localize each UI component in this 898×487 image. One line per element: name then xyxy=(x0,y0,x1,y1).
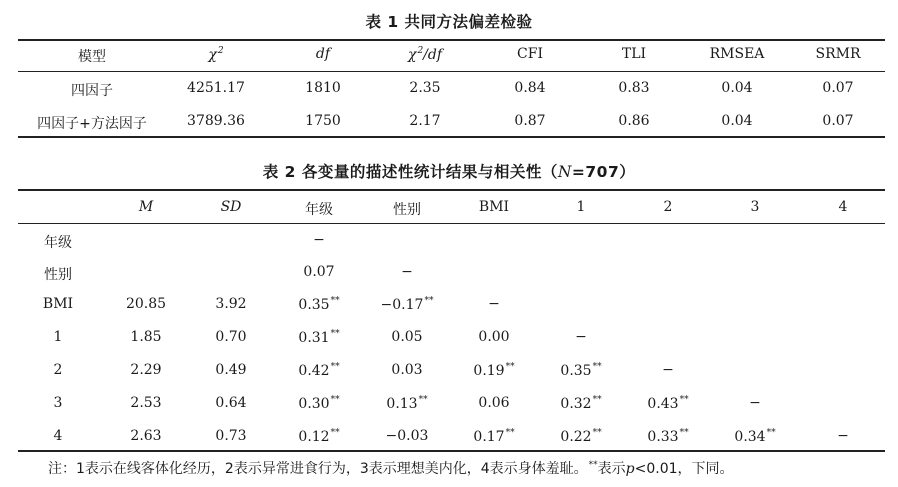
table2-cell-r5-c2: 0.64 xyxy=(215,395,247,411)
note-text-after: <0.01，下同。 xyxy=(634,461,734,477)
table2-title-prefix: 表 2 各变量的描述性统计结果与相关性（ xyxy=(262,163,558,181)
table1-cell-r1-c5: 0.86 xyxy=(618,113,650,129)
table2-cell-r2-c5: − xyxy=(488,296,500,312)
table2-cell-r4-c3: 0.42** xyxy=(298,362,340,379)
table2-cell-r0-c3: − xyxy=(313,232,325,248)
table2-cell-r1-c4: − xyxy=(401,264,413,280)
table2-cell-r1-c3: 0.07 xyxy=(303,264,335,280)
table1-header-0: 模型 xyxy=(78,49,106,65)
table2-cell-r2-c0: BMI xyxy=(42,296,74,312)
table1-cell-r0-c5: 0.83 xyxy=(618,80,650,96)
table1-bottom-rule xyxy=(18,136,885,138)
table2-cell-r2-c4: −0.17** xyxy=(380,296,434,313)
table1-header-1: $\chi^2$ xyxy=(208,46,224,63)
table2-cell-r5-c7: 0.43** xyxy=(647,395,689,412)
table2-top-rule xyxy=(18,189,885,191)
table1-header-7: SRMR xyxy=(815,46,861,62)
table2-cell-r0-c0: 年级 xyxy=(44,235,72,251)
table1-cell-r0-c4: 0.84 xyxy=(514,80,546,96)
table2-cell-r4-c1: 2.29 xyxy=(130,362,162,378)
table2-title-n: N xyxy=(557,163,572,181)
table2-cell-r4-c6: 0.35** xyxy=(560,362,602,379)
table1-cell-r1-c0: 四因子+方法因子 xyxy=(37,116,147,132)
table1-cell-r1-c3: 2.17 xyxy=(409,113,441,129)
table2-cell-r3-c2: 0.70 xyxy=(215,329,247,345)
table2-cell-r3-c0: 1 xyxy=(53,329,63,345)
table2-cell-r4-c2: 0.49 xyxy=(215,362,247,378)
table2-header-8: 3 xyxy=(750,199,760,215)
table1-header-3: $\chi^2/df$ xyxy=(407,46,443,63)
table1-header-2: df xyxy=(315,46,331,62)
table2-title xyxy=(0,160,898,182)
table1-cell-r0-c7: 0.07 xyxy=(822,80,854,96)
table2-cell-r6-c0: 4 xyxy=(53,428,63,444)
table-note xyxy=(48,458,734,478)
table2-cell-r6-c3: 0.12** xyxy=(298,428,340,445)
table2-cell-r5-c1: 2.53 xyxy=(130,395,162,411)
table2-cell-r6-c9: − xyxy=(837,428,849,444)
table2-cell-r1-c0: 性别 xyxy=(44,267,72,283)
table2-cell-r3-c4: 0.05 xyxy=(391,329,423,345)
table1-cell-r1-c1: 3789.36 xyxy=(187,113,245,129)
table2-cell-r5-c0: 3 xyxy=(53,395,63,411)
table1-header-rule xyxy=(18,71,885,72)
table2-cell-r3-c3: 0.31** xyxy=(298,329,340,346)
note-p: p xyxy=(625,461,635,477)
table1-cell-r0-c2: 1810 xyxy=(305,80,341,96)
table2-cell-r2-c3: 0.35** xyxy=(298,296,340,313)
table2-header-5: BMI xyxy=(478,199,510,215)
table2-cell-r6-c8: 0.34** xyxy=(734,428,776,445)
table2-cell-r6-c5: 0.17** xyxy=(473,428,515,445)
table2-header-1: M xyxy=(138,199,154,215)
table2-header-3: 年级 xyxy=(305,202,333,218)
table2-cell-r3-c6: − xyxy=(575,329,587,345)
table2-cell-r3-c1: 1.85 xyxy=(130,329,162,345)
table1-cell-r0-c3: 2.35 xyxy=(409,80,441,96)
table2-cell-r6-c7: 0.33** xyxy=(647,428,689,445)
table1-header-5: TLI xyxy=(621,46,647,62)
table2-cell-r3-c5: 0.00 xyxy=(478,329,510,345)
table2-bottom-rule xyxy=(18,450,885,452)
table1-cell-r0-c1: 4251.17 xyxy=(187,80,245,96)
table1-top-rule xyxy=(18,39,885,41)
table2-cell-r5-c3: 0.30** xyxy=(298,395,340,412)
note-text-before: 注：1表示在线客体化经历，2表示异常进食行为，3表示理想美内化，4表示身体羞耻。 xyxy=(48,461,588,477)
table2-cell-r6-c2: 0.73 xyxy=(215,428,247,444)
table1-title: 表 1 共同方法偏差检验 xyxy=(365,13,533,31)
table1-cell-r1-c6: 0.04 xyxy=(721,113,753,129)
table2-cell-r5-c5: 0.06 xyxy=(478,395,510,411)
table1-cell-r0-c6: 0.04 xyxy=(721,80,753,96)
table2-cell-r4-c0: 2 xyxy=(53,362,63,378)
table2-header-7: 2 xyxy=(663,199,673,215)
table2-cell-r4-c7: − xyxy=(662,362,674,378)
table1-header-6: RMSEA xyxy=(709,46,765,62)
table2-cell-r2-c2: 3.92 xyxy=(215,296,247,312)
table1-cell-r0-c0: 四因子 xyxy=(71,83,113,99)
table2-header-rule xyxy=(18,223,885,224)
table2-cell-r6-c1: 2.63 xyxy=(130,428,162,444)
table1-cell-r1-c7: 0.07 xyxy=(822,113,854,129)
table1-cell-r1-c2: 1750 xyxy=(305,113,341,129)
note-sig-mark: ** xyxy=(588,460,598,470)
table1-header-4: CFI xyxy=(517,46,543,62)
table2-title-suffix: =707） xyxy=(571,163,636,181)
table2-cell-r5-c4: 0.13** xyxy=(386,395,428,412)
table2-cell-r2-c1: 20.85 xyxy=(125,296,167,312)
table2-cell-r4-c5: 0.19** xyxy=(473,362,515,379)
table2-cell-r6-c4: −0.03 xyxy=(385,428,429,444)
table2-cell-r5-c6: 0.32** xyxy=(560,395,602,412)
table2-cell-r4-c4: 0.03 xyxy=(391,362,423,378)
table2-header-4: 性别 xyxy=(393,202,421,218)
table2-cell-r5-c8: − xyxy=(749,395,761,411)
table2-header-2: SD xyxy=(220,199,242,215)
table2-cell-r6-c6: 0.22** xyxy=(560,428,602,445)
table2-header-6: 1 xyxy=(576,199,586,215)
table2-header-9: 4 xyxy=(838,199,848,215)
note-text-mid: 表示 xyxy=(597,461,626,477)
table1-cell-r1-c4: 0.87 xyxy=(514,113,546,129)
